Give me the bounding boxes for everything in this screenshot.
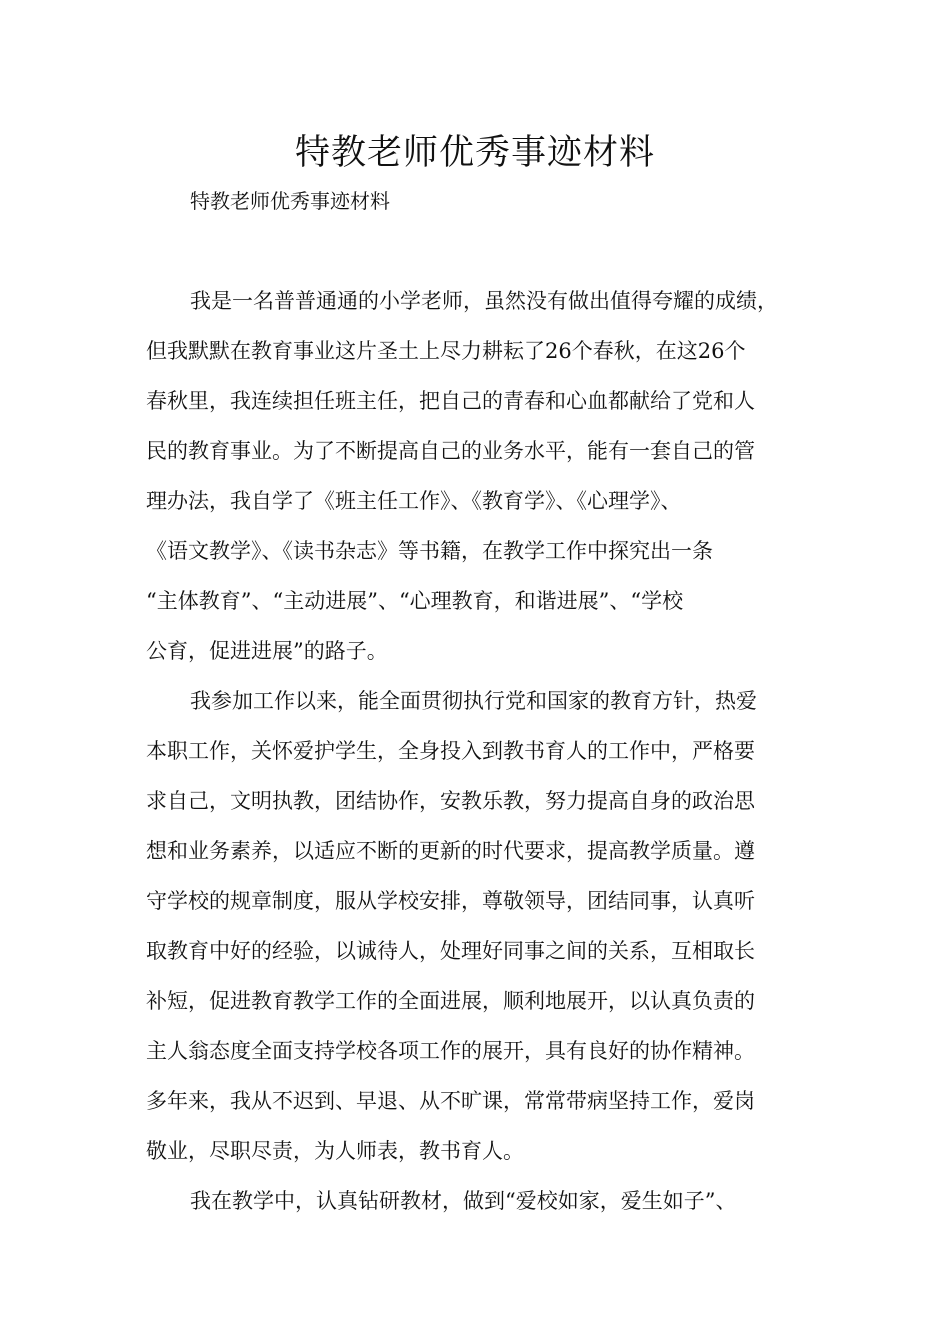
paragraph-line: 本职工作，关怀爱护学生，全身投入到教书育人的工作中，严格要 (146, 739, 755, 763)
paragraph-line: 公育，促进进展”的路子。 (146, 639, 388, 663)
paragraph-line: 求自己，文明执教，团结协作，安教乐教，努力提高自身的政治思 (146, 789, 755, 813)
paragraph-line: 主人翁态度全面支持学校各项工作的展开，具有良好的协作精神。 (146, 1039, 755, 1063)
paragraph-line: 想和业务素养，以适应不断的更新的时代要求，提高教学质量。遵 (146, 839, 755, 863)
paragraph-line: 春秋里，我连续担任班主任，把自己的青春和心血都献给了党和人 (146, 389, 755, 413)
paragraph-line: 我参加工作以来，能全面贯彻执行党和国家的教育方针，热爱 (190, 689, 757, 713)
paragraph-line: “主体教育”、“主动进展”、“心理教育，和谐进展”、“学校 (146, 589, 684, 613)
document-title: 特教老师优秀事迹材料 (294, 133, 655, 173)
paragraph-line: 补短，促进教育教学工作的全面进展，顺利地展开，以认真负责的 (146, 989, 755, 1013)
paragraph-line: 我是一名普普通通的小学老师，虽然没有做出值得夸耀的成绩， (190, 289, 778, 313)
paragraph-line: 《语文教学》、《读书杂志》等书籍，在教学工作中探究出一条 (146, 539, 713, 563)
paragraph-line: 但我默默在教育事业这片圣土上尽力耕耘了26个春秋，在这26个 (146, 339, 746, 363)
paragraph-line: 取教育中好的经验，以诚待人，处理好同事之间的关系，互相取长 (146, 939, 755, 963)
paragraph-line: 民的教育事业。为了不断提高自己的业务水平，能有一套自己的管 (146, 439, 755, 463)
paragraph-line: 理办法，我自学了《班主任工作》、《教育学》、《心理学》、 (146, 489, 682, 513)
paragraph-line: 敬业，尽职尽责，为人师表，教书育人。 (146, 1139, 524, 1163)
paragraph-line: 多年来，我从不迟到、早退、从不旷课，常常带病坚持工作，爱岗 (146, 1089, 755, 1113)
document-subtitle: 特教老师优秀事迹材料 (190, 189, 390, 213)
document-body (146, 276, 806, 1226)
paragraph-line: 守学校的规章制度，服从学校安排，尊敬领导，团结同事，认真听 (146, 889, 755, 913)
paragraph-line: 我在教学中，认真钻研教材，做到“爱校如家，爱生如子”、 (190, 1189, 737, 1213)
